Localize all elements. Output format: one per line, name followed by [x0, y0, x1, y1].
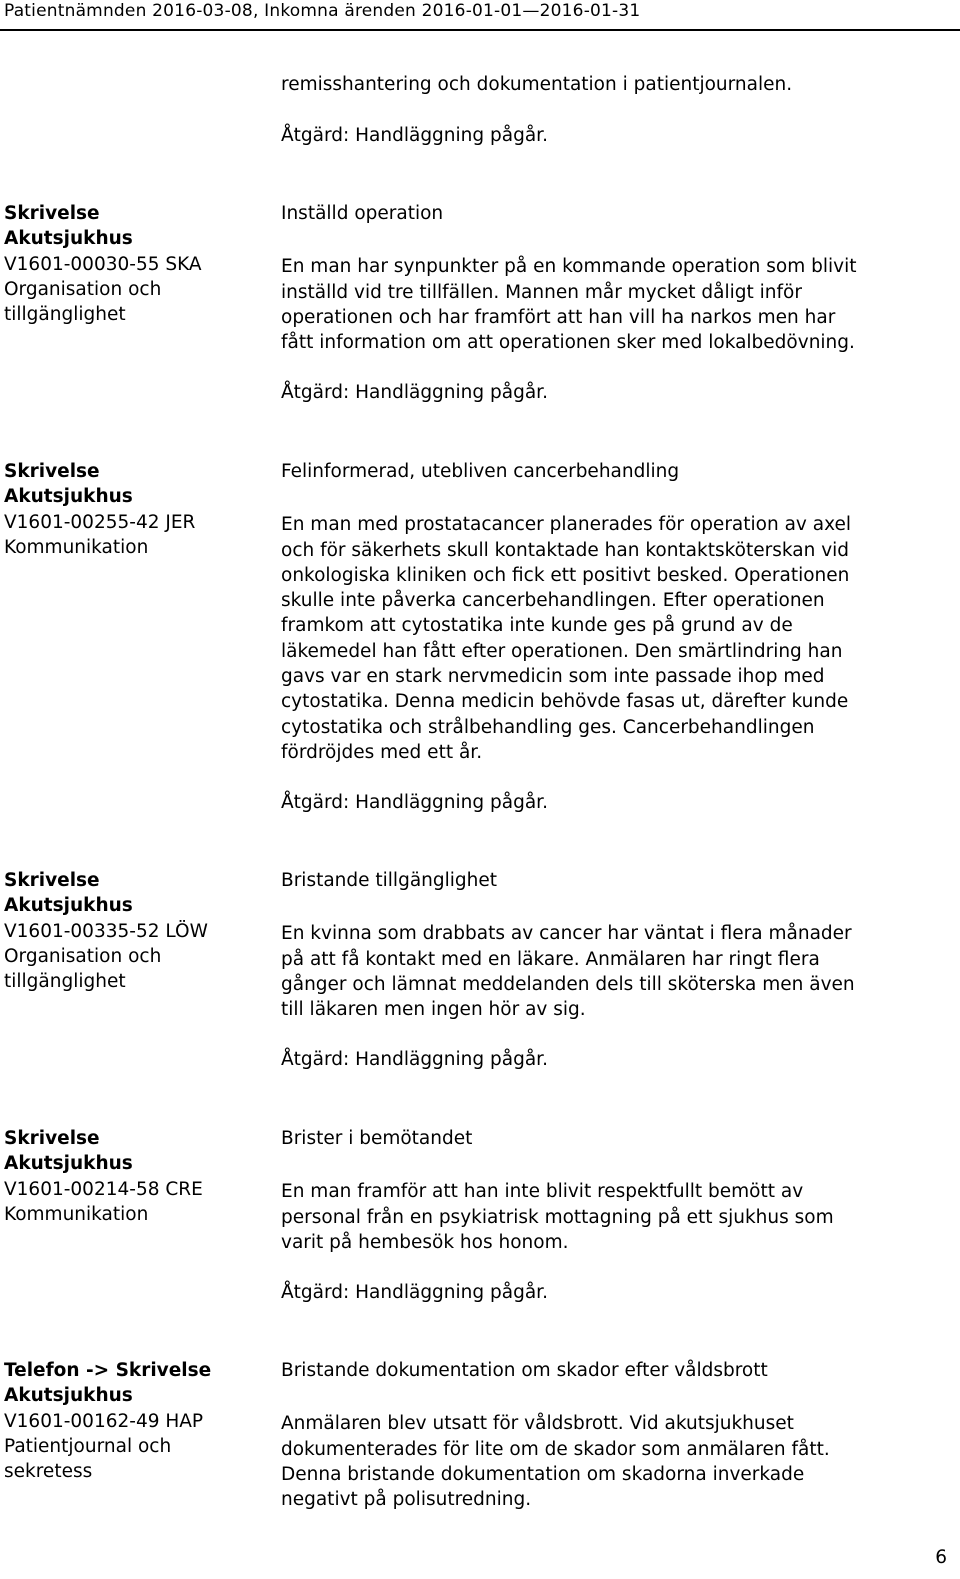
case-meta [4, 868, 264, 994]
description-line: fått information om att operationen sker med lokalbedövning. [281, 332, 855, 354]
case-action: Åtgärd: Handläggning pågår. [281, 1049, 548, 1071]
case-category: tillgänglighet [4, 971, 126, 993]
header-divider [0, 29, 960, 31]
description-line: till läkaren men ingen hör av sig. [281, 999, 586, 1021]
case-type: Skrivelse [4, 870, 100, 891]
case-unit: Akutsjukhus [4, 895, 133, 917]
description-line: inställd vid tre tillfällen. Mannen mår mycket dåligt inför [281, 281, 802, 303]
description-line: negativt på polisutredning. [281, 1489, 532, 1511]
description-line: personal från en psykiatrisk mottagning på ett sjukhus som [281, 1206, 834, 1228]
case-id: V1601-00335-52 LÖW [4, 920, 208, 942]
description-line: skulle inte påverka cancerbehandlingen. Efter operationen [281, 590, 825, 612]
case-id: V1601-00255-42 JER [4, 511, 196, 533]
case-content [281, 201, 956, 406]
description-line: En kvinna som drabbats av cancer har väntat i flera månader [281, 923, 852, 945]
case-meta [4, 1126, 264, 1227]
case-description [281, 1411, 956, 1512]
description-line: fördröjdes med ett år. [281, 741, 483, 763]
case-category: Organisation och [4, 945, 162, 967]
case-id: V1601-00162-49 HAP [4, 1410, 204, 1432]
case-unit: Akutsjukhus [4, 1385, 133, 1407]
case-unit: Akutsjukhus [4, 486, 133, 508]
case-action: Åtgärd: Handläggning pågår. [281, 792, 548, 814]
description-line: framkom att cytostatika inte kunde ges på grund av de [281, 615, 793, 637]
description-line: gavs var en stark nervmedicin som inte passade ihop med [281, 666, 825, 688]
case-content [281, 868, 956, 1073]
description-line: dokumenterades för lite om de skador som anmälaren fått. [281, 1438, 830, 1460]
case-id: V1601-00030-55 SKA [4, 253, 202, 275]
case-category: Organisation och [4, 278, 162, 300]
description-line: operationen och har framfört att han vill ha narkos men har [281, 306, 836, 328]
case-id: V1601-00214-58 CRE [4, 1178, 203, 1200]
description-line: gånger och lämnat meddelanden dels till sköterska men även [281, 973, 855, 995]
continuation-action: Åtgärd: Handläggning pågår. [281, 125, 548, 146]
case-action: Åtgärd: Handläggning pågår. [281, 382, 548, 404]
case-title: Bristande tillgänglighet [281, 870, 498, 891]
case-category: Patientjournal och [4, 1435, 172, 1457]
case-description [281, 254, 956, 355]
case-category: sekretess [4, 1461, 93, 1483]
case-unit: Akutsjukhus [4, 228, 133, 250]
case-title: Bristande dokumentation om skador efter våldsbrott [281, 1360, 768, 1381]
case-meta [4, 1358, 264, 1484]
case-meta [4, 459, 264, 560]
description-line: cytostatika och strålbehandling ges. Cancerbehandlingen [281, 716, 815, 738]
description-line: på att få kontakt med en läkare. Anmälaren har ringt flera [281, 948, 820, 970]
description-line: onkologiska kliniken och fick ett positivt besked. Operationen [281, 564, 850, 586]
page-number: 6 [935, 1547, 947, 1568]
case-description [281, 1179, 956, 1255]
case-category: Kommunikation [4, 1203, 149, 1225]
case-content [281, 1126, 956, 1305]
case-title: Inställd operation [281, 203, 444, 224]
case-type: Skrivelse [4, 203, 100, 224]
continuation-text: remisshantering och dokumentation i patientjournalen. [281, 74, 793, 95]
description-line: En man framför att han inte blivit respektfullt bemött av [281, 1181, 804, 1203]
description-line: En man med prostatacancer planerades för operation av axel [281, 514, 851, 536]
case-unit: Akutsjukhus [4, 1153, 133, 1175]
description-line: läkemedel han fått efter operationen. Den smärtlindring han [281, 640, 843, 662]
case-meta [4, 201, 264, 327]
case-type: Skrivelse [4, 1128, 100, 1149]
case-category: tillgänglighet [4, 304, 126, 326]
case-action: Åtgärd: Handläggning pågår. [281, 1282, 548, 1304]
case-content [281, 459, 956, 816]
case-title: Brister i bemötandet [281, 1128, 473, 1149]
page-header [0, 0, 960, 30]
case-type: Skrivelse [4, 461, 100, 482]
description-line: En man har synpunkter på en kommande operation som blivit [281, 256, 857, 278]
case-type: Telefon -> Skrivelse [4, 1360, 212, 1381]
header-title: Patientnämnden 2016-03-08, Inkomna ärenden 2016-01-01—2016-01-31 [4, 1, 641, 21]
case-content [281, 1358, 956, 1512]
description-line: cytostatika. Denna medicin behövde fasas ut, därefter kunde [281, 691, 849, 713]
case-description [281, 512, 956, 765]
description-line: och för säkerhets skull kontaktade han kontaktsköterskan vid [281, 539, 850, 561]
description-line: Denna bristande dokumentation om skadorna inverkade [281, 1463, 805, 1485]
description-line: Anmälaren blev utsatt för våldsbrott. Vid akutsjukhuset [281, 1413, 794, 1435]
case-description [281, 921, 956, 1022]
description-line: varit på hembesök hos honom. [281, 1231, 569, 1253]
case-title: Felinformerad, utebliven cancerbehandling [281, 461, 680, 482]
case-category: Kommunikation [4, 536, 149, 558]
